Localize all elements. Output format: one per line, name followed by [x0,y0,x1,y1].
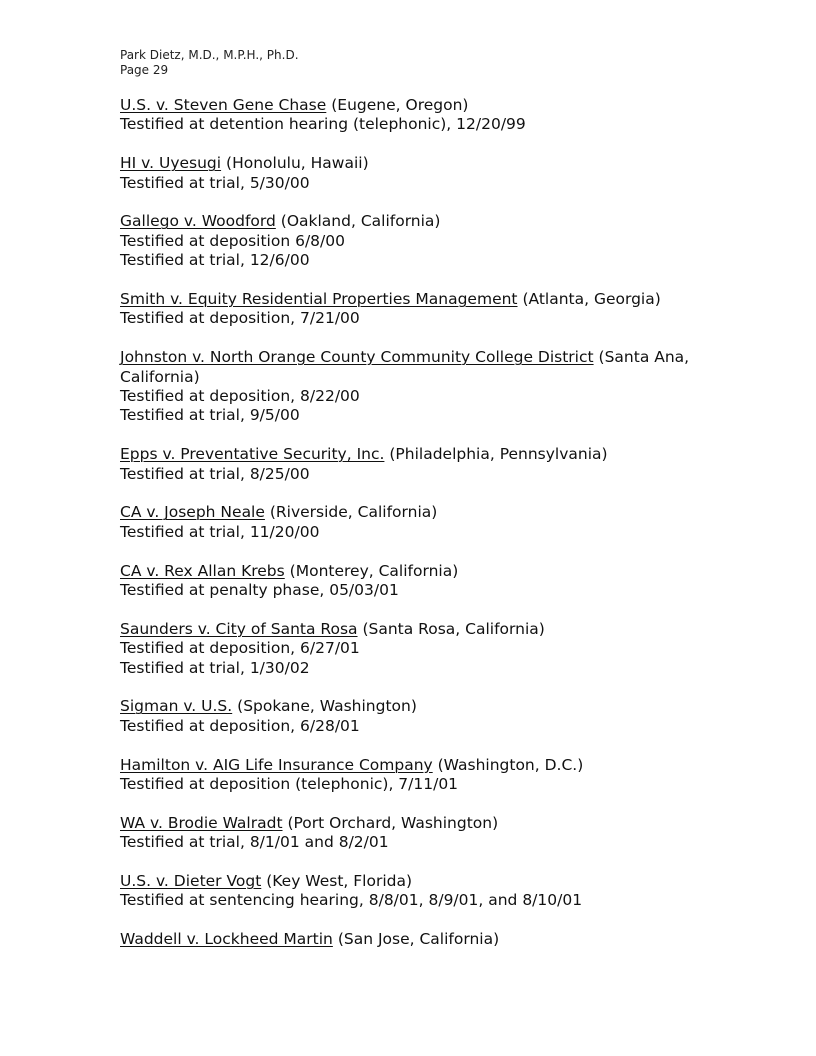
case-name: Smith v. Equity Residential Properties Management [120,290,518,309]
testimony-line: Testified at deposition, 8/22/00 [120,387,360,406]
case-location: (Atlanta, Georgia) [522,290,661,309]
testimony-line: Testified at penalty phase, 05/03/01 [120,581,399,600]
case-list [120,96,720,950]
case-location: (Eugene, Oregon) [331,96,469,114]
case-entry [120,562,720,601]
case-location: (Santa Rosa, California) [362,619,545,638]
case-name: Hamilton v. AIG Life Insurance Company [120,755,433,774]
testimony-line: Testified at trial, 11/20/00 [120,522,320,541]
case-entry [120,154,720,193]
case-location: (Santa Ana, California) [120,348,690,386]
testimony-line: Testified at trial, 9/5/00 [120,406,300,425]
document-page [120,48,720,969]
case-entry [120,212,720,270]
case-title-line [120,290,720,309]
case-name: Epps v. Preventative Security, Inc. [120,445,385,464]
testimony-line: Testified at deposition, 6/27/01 [120,639,360,658]
case-location: (Oakland, California) [280,212,441,231]
case-location: (Key West, Florida) [266,872,413,891]
case-name: HI v. Uyesugi [120,154,222,173]
testimony-line: Testified at trial, 8/1/01 and 8/2/01 [120,833,389,852]
case-entry [120,697,720,736]
testimony-line: Testified at sentencing hearing, 8/8/01, 8/9/01, and 8/10/01 [120,891,583,910]
case-title-line [120,96,720,115]
case-title-line [120,872,720,891]
case-title-line [120,814,720,833]
case-entry [120,872,720,911]
case-title-line [120,503,720,522]
case-location: (Monterey, California) [289,561,459,580]
case-title-line [120,348,720,387]
case-name: U.S. v. Steven Gene Chase [120,96,327,114]
case-title-line [120,562,720,581]
case-title-line [120,756,720,775]
case-entry [120,814,720,853]
case-name: WA v. Brodie Walradt [120,813,283,832]
case-location: (Spokane, Washington) [237,697,417,716]
case-location: (Riverside, California) [269,503,438,522]
case-title-line [120,697,720,716]
testimony-line: Testified at trial, 5/30/00 [120,173,310,192]
case-name: U.S. v. Dieter Vogt [120,872,262,891]
case-entry [120,290,720,329]
testimony-line: Testified at trial, 1/30/02 [120,658,310,677]
case-entry [120,503,720,542]
case-entry [120,930,720,949]
testimony-line: Testified at trial, 8/25/00 [120,464,310,483]
case-entry [120,445,720,484]
case-title-line [120,154,720,173]
case-name: Sigman v. U.S. [120,697,233,716]
testimony-line: Testified at detention hearing (telephonic), 12/20/99 [120,115,526,134]
case-name: CA v. Rex Allan Krebs [120,561,285,580]
case-entry [120,620,720,678]
case-title-line [120,445,720,464]
case-location: (Philadelphia, Pennsylvania) [389,445,608,464]
case-name: Waddell v. Lockheed Martin [120,930,333,949]
case-location: (Port Orchard, Washington) [287,813,499,832]
case-name: Saunders v. City of Santa Rosa [120,619,358,638]
case-entry [120,96,720,135]
case-name: CA v. Joseph Neale [120,503,265,522]
case-name: Gallego v. Woodford [120,212,276,231]
testimony-line: Testified at deposition 6/8/00 [120,231,345,250]
page-header [120,48,720,78]
testimony-line: Testified at deposition (telephonic), 7/11/01 [120,775,459,794]
testimony-line: Testified at deposition, 6/28/01 [120,716,360,735]
case-location: (Washington, D.C.) [437,755,584,774]
testimony-line: Testified at trial, 12/6/00 [120,251,310,270]
case-location: (Honolulu, Hawaii) [226,154,369,173]
case-title-line [120,930,720,949]
case-location: (San Jose, California) [337,930,500,949]
case-title-line [120,620,720,639]
testimony-line: Testified at deposition, 7/21/00 [120,309,360,328]
case-name: Johnston v. North Orange County Community College District [120,348,594,367]
case-entry [120,348,720,426]
page-number: Page 29 [120,63,169,77]
author-header: Park Dietz, M.D., M.P.H., Ph.D. [120,48,299,62]
case-entry [120,756,720,795]
case-title-line [120,212,720,231]
